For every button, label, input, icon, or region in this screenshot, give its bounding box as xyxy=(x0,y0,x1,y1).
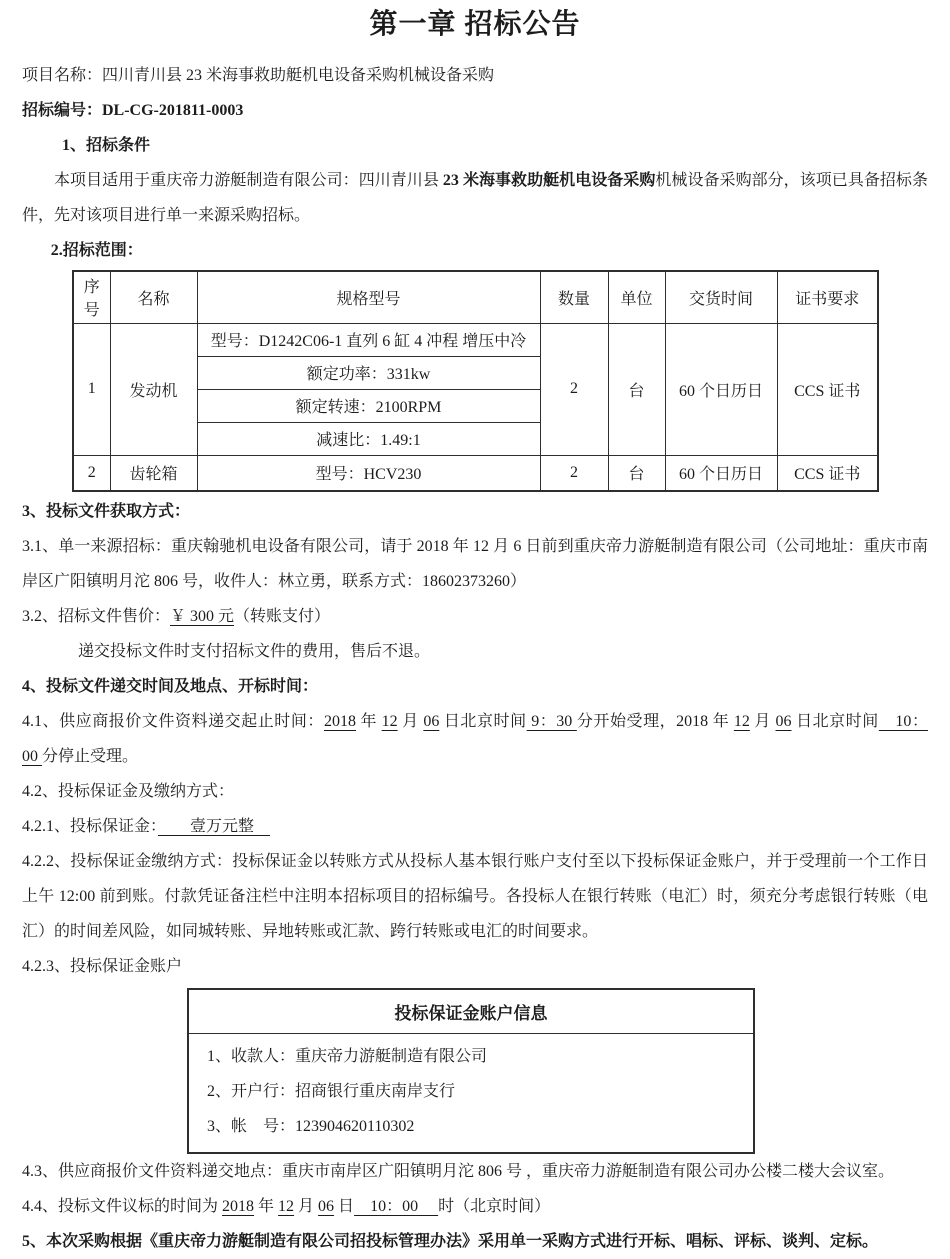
text-segment: 月 xyxy=(749,713,776,730)
text-segment: 年 xyxy=(254,1197,279,1215)
text-segment: 日北京时间 xyxy=(439,713,527,730)
section-1-heading: 1、招标条件 xyxy=(62,137,151,154)
item-4-4 xyxy=(22,1189,928,1224)
cell-spec: 减速比：1.49:1 xyxy=(197,422,540,455)
text-segment: 分停止受理。 xyxy=(42,748,139,765)
cell-name: 齿轮箱 xyxy=(110,455,197,491)
table-row xyxy=(73,455,878,491)
text-segment: 10：00 xyxy=(22,713,928,765)
text-segment: 06 xyxy=(318,1197,335,1215)
header-cell-unit: 单位 xyxy=(608,271,665,323)
cell-unit: 台 xyxy=(608,455,665,491)
text-segment: 12 xyxy=(733,713,750,730)
text-segment: 月 xyxy=(294,1197,319,1215)
cell-delivery: 60 个日历日 xyxy=(665,455,777,491)
tender-number-line: 招标编号：DL-CG-201811-0003 xyxy=(22,102,244,119)
deposit-table-body-row xyxy=(188,1033,754,1153)
text-segment: 年 xyxy=(355,713,382,730)
deposit-payee-line: 1、收款人：重庆帝力游艇制造有限公司 xyxy=(207,1047,488,1065)
deposit-account-number-line: 3、帐 号：123904620110302 xyxy=(207,1117,415,1135)
item-4-1 xyxy=(22,704,928,774)
header-cell-cert: 证书要求 xyxy=(777,271,878,323)
text-segment: 4.2.1、投标保证金： xyxy=(22,818,159,835)
cell-spec: 型号：D1242C06-1 直列 6 缸 4 冲程 增压中冷 xyxy=(197,323,540,356)
text-segment: 3.2、招标文件售价： xyxy=(22,608,171,625)
text-segment: 月 xyxy=(397,713,424,730)
header-cell-serial: 序号 xyxy=(73,271,110,323)
item-3-2-note: 递交投标文件时支付招标文件的费用，售后不退。 xyxy=(78,643,431,660)
project-name-line: 项目名称：四川青川县 23 米海事救助艇机电设备采购机械设备采购 xyxy=(22,67,495,84)
cell-spec: 额定功率：331kw xyxy=(197,356,540,389)
cell-spec: 额定转速：2100RPM xyxy=(197,389,540,422)
text-segment: 4.1、供应商报价文件资料递交起止时间： xyxy=(22,713,324,730)
text-segment: 日北京时间 xyxy=(791,713,879,730)
table-row xyxy=(73,323,878,356)
cell-qty: 2 xyxy=(540,455,608,491)
item-3-1: 3.1、单一来源招标：重庆翰驰机电设备有限公司，请于 2018 年 12 月 6 日前到重庆帝力游艇制造有限公司（公司地址：重庆市南岸区广阳镇明月沱 806 号，收件人：林立勇，联系方式：18602373260） xyxy=(22,538,928,590)
text-segment: 分开始受理，2018 年 xyxy=(576,713,734,730)
text-segment: 日 xyxy=(334,1197,355,1215)
cell-cert: CCS 证书 xyxy=(777,455,878,491)
deposit-table-title: 投标保证金账户信息 xyxy=(188,989,754,1033)
text-segment: 12 xyxy=(278,1197,295,1215)
section-1-body-pre: 本项目适用于重庆帝力游艇制造有限公司：四川青川县 xyxy=(54,172,443,189)
header-cell-spec: 规格型号 xyxy=(197,271,540,323)
cell-spec: 型号：HCV230 xyxy=(197,455,540,491)
section-1-body xyxy=(22,163,928,233)
text-segment: ￥ 300 元 xyxy=(170,608,235,625)
page-title: 第一章 招标公告 xyxy=(369,9,581,40)
item-3-2 xyxy=(22,599,928,634)
cell-serial: 2 xyxy=(73,455,110,491)
header-cell-qty: 数量 xyxy=(540,271,608,323)
text-segment: 时（北京时间） xyxy=(438,1197,551,1215)
item-4-2-3: 4.2.3、投标保证金账户 xyxy=(22,958,183,975)
text-segment: 9：30 xyxy=(526,713,577,730)
section-1-body-bold: 23 米海事救助艇机电设备采购 xyxy=(442,172,656,189)
text-segment: 12 xyxy=(381,713,398,730)
cell-name: 发动机 xyxy=(110,323,197,455)
table-header-row xyxy=(73,271,878,323)
cell-qty: 2 xyxy=(540,323,608,455)
text-segment: 06 xyxy=(423,713,440,730)
cell-cert: CCS 证书 xyxy=(777,323,878,455)
item-4-2: 4.2、投标保证金及缴纳方式： xyxy=(22,783,235,800)
procurement-scope-table xyxy=(72,270,879,492)
text-segment: 10：00 xyxy=(354,1197,439,1215)
item-4-2-2: 4.2.2、投标保证金缴纳方式：投标保证金以转账方式从投标人基本银行账户支付至以下投标保证金账户，并于受理前一个工作日上午 12:00 前到账。付款凭证备注栏中注明本招标项目的招标编号。各投标人在银行转账（电汇）时，须充分考虑银行转账（电汇）的时间差风险，如同城转账、异地转账或汇款、跨行转账或电汇的时间要求。 xyxy=(22,853,928,940)
item-4-3: 4.3、供应商报价文件资料递交地点：重庆市南岸区广阳镇明月沱 806 号 ，重庆帝力游艇制造有限公司办公楼二楼大会议室。 xyxy=(22,1162,895,1180)
header-cell-name: 名称 xyxy=(110,271,197,323)
item-4-2-1 xyxy=(22,809,928,844)
section-4-heading: 4、投标文件递交时间及地点、开标时间： xyxy=(22,678,319,695)
text-segment: 06 xyxy=(775,713,792,730)
cell-delivery: 60 个日历日 xyxy=(665,323,777,455)
section-5-line: 5、本次采购根据《重庆帝力游艇制造有限公司招投标管理办法》采用单一采购方式进行开标、唱标、评标、谈判、定标。 xyxy=(22,1232,879,1250)
cell-unit: 台 xyxy=(608,323,665,455)
section-3-heading: 3、投标文件获取方式： xyxy=(22,503,191,520)
section-2-heading: 2.招标范围： xyxy=(50,242,143,259)
text-segment: 2018 xyxy=(222,1197,255,1215)
text-segment: 2018 xyxy=(323,713,356,730)
deposit-bank-line: 2、开户行：招商银行重庆南岸支行 xyxy=(207,1082,456,1100)
section-1-body-post: 机械设备采购部分，该项已具备招标条件，先对该项目进行单一来源采购招标。 xyxy=(22,172,928,224)
text-segment: 壹万元整 xyxy=(158,818,271,835)
cell-serial: 1 xyxy=(73,323,110,455)
deposit-table-body xyxy=(188,1033,754,1153)
text-segment: 4.4、投标文件议标的时间为 xyxy=(22,1197,223,1215)
deposit-account-table xyxy=(187,988,755,1154)
header-cell-delivery: 交货时间 xyxy=(665,271,777,323)
text-segment: （转账支付） xyxy=(234,608,331,625)
deposit-table-header-row xyxy=(188,989,754,1033)
